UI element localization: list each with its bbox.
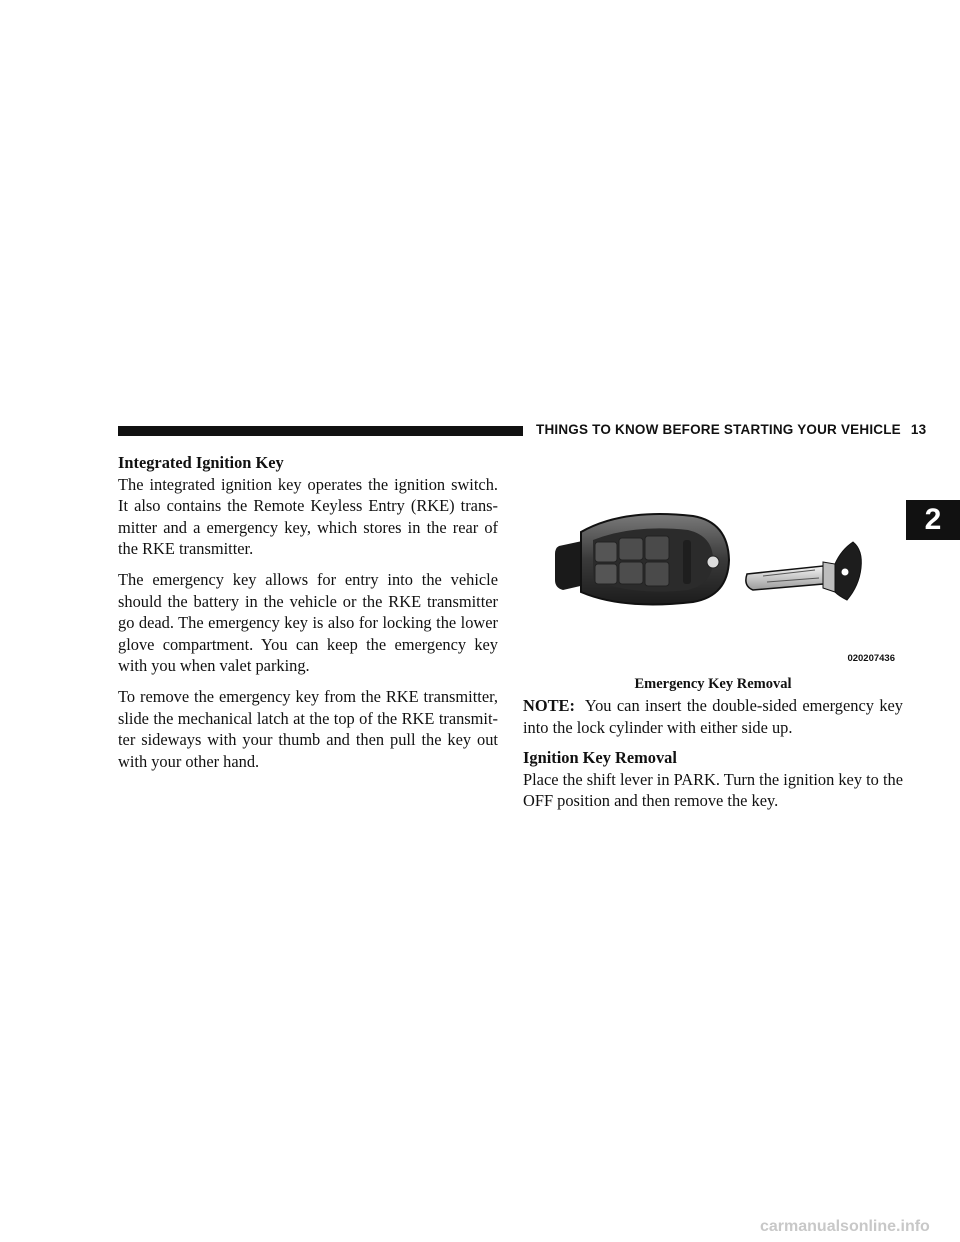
paragraph: To remove the emergency key from the RKE transmitter, slide the mechanical latch at the top of the RKE transmit- ter sideways with your thumb and then pull the key out with your other hand. bbox=[118, 686, 498, 771]
section-heading-ignition-key-removal: Ignition Key Removal bbox=[523, 748, 677, 768]
paragraph: The emergency key allows for entry into the vehicle should the battery in the vehicle or the RKE transmitter go dead. The emergency key is also for locking the lower glove compartment. You can keep the emergency key with you when valet parking. bbox=[118, 569, 498, 676]
note-text: You can insert the double-sided emergency key into the lock cylinder with either side up. bbox=[523, 696, 903, 737]
figure-code: 020207436 bbox=[847, 653, 895, 664]
figure-emergency-key-removal bbox=[523, 510, 903, 692]
emergency-key-icon bbox=[746, 542, 861, 600]
chapter-tab: 2 bbox=[906, 500, 960, 540]
page-number: 13 bbox=[910, 422, 927, 437]
rke-transmitter-icon bbox=[555, 514, 729, 604]
figure-illustration bbox=[523, 510, 903, 692]
left-column bbox=[118, 452, 498, 781]
note bbox=[523, 695, 903, 738]
figure-caption: Emergency Key Removal bbox=[634, 676, 792, 692]
header-title: THINGS TO KNOW BEFORE STARTING YOUR VEHICLE bbox=[536, 422, 901, 437]
note-label: NOTE: bbox=[523, 696, 575, 715]
paragraph: Place the shift lever in PARK. Turn the ignition key to the OFF position and then remove the key. bbox=[523, 769, 904, 811]
running-header bbox=[536, 422, 926, 437]
section-heading-integrated-ignition-key: Integrated Ignition Key bbox=[118, 453, 284, 472]
paragraph: The integrated ignition key operates the ignition switch. It also contains the Remote Keyless Entry (RKE) trans- mitter and a emergency key, which stores in the rear of the RKE transmitter. bbox=[118, 474, 498, 559]
header-rule bbox=[118, 426, 523, 436]
right-column bbox=[523, 695, 903, 821]
watermark: carmanualsonline.info bbox=[760, 1218, 930, 1235]
